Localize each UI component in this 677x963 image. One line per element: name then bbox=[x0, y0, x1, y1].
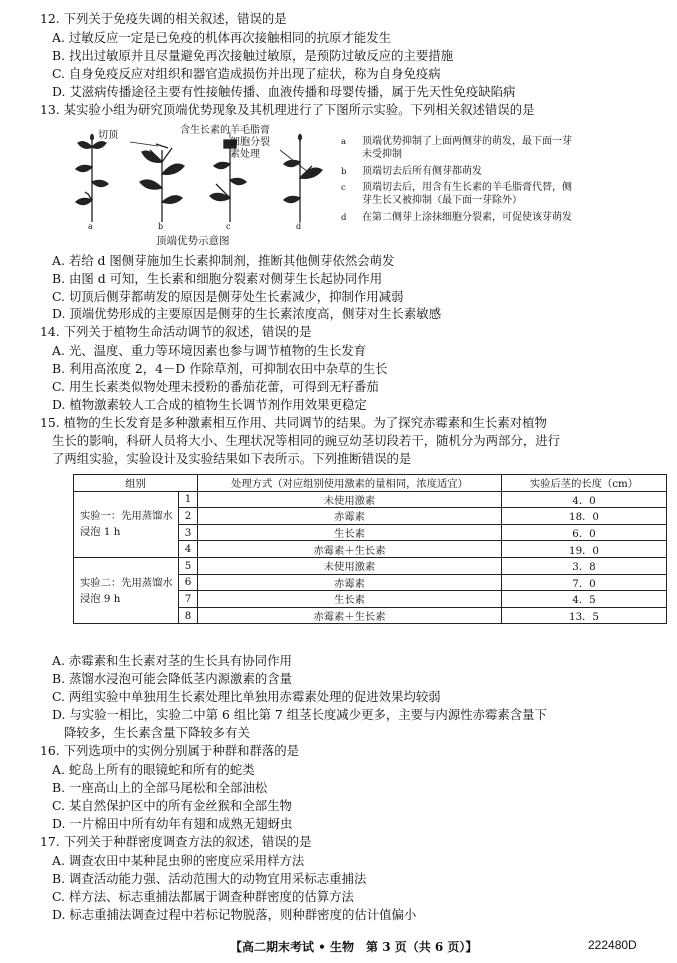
q15-option-c: C. 两组实验中单独用生长素处理比单独用赤霉素处理的促进效果均较弱 bbox=[52, 689, 441, 704]
q17-option-c: C. 样方法、标志重捕法都属于调查种群密度的估算方法 bbox=[52, 889, 354, 904]
row-length: 6．0 bbox=[502, 524, 667, 541]
row-number: 6 bbox=[179, 574, 198, 591]
exam-code: 222480D bbox=[588, 938, 637, 952]
row-treatment: 未使用激素 bbox=[198, 491, 502, 508]
q13-option-a: A. 若给 d 图侧芽施加生长素抑制剂，推断其他侧芽依然会萌发 bbox=[52, 253, 395, 268]
q15-stem-line1: 15. 植物的生长发育是多种激素相互作用、共同调节的结果。为了探究赤霉素和生长素对植物 bbox=[40, 415, 547, 430]
q14-option-d: D. 植物激素较人工合成的植物生长调节剂作用效果更稳定 bbox=[52, 397, 367, 412]
header-length: 实验后茎的长度（cm） bbox=[502, 475, 667, 492]
note-b-letter: b bbox=[341, 167, 347, 177]
row-length: 3．8 bbox=[502, 557, 667, 574]
row-length: 18．0 bbox=[502, 508, 667, 525]
panel-c-label: c bbox=[226, 222, 231, 231]
q15-option-d-line1: D. 与实验一相比，实验二中第 6 组比第 7 组茎长度减少更多，主要与内源性赤霉素含量下 bbox=[52, 707, 547, 722]
experiment-table bbox=[73, 474, 667, 624]
table-header-row bbox=[74, 475, 667, 492]
panel-a-label: a bbox=[88, 222, 93, 231]
page-footer: 【高二期末考试 • 生物 第 3 页（共 6 页）】 bbox=[230, 940, 478, 954]
row-treatment: 赤霉素＋生长素 bbox=[198, 607, 502, 624]
row-number: 7 bbox=[179, 591, 198, 608]
row-number: 1 bbox=[179, 491, 198, 508]
row-treatment: 未使用激素 bbox=[198, 557, 502, 574]
q15-option-b: B. 蒸馏水浸泡可能会降低茎内源激素的含量 bbox=[52, 671, 293, 686]
row-length: 19．0 bbox=[502, 541, 667, 558]
row-number: 5 bbox=[179, 557, 198, 574]
q17-option-d: D. 标志重捕法调查过程中若标记物脱落，则种群密度的估计值偏小 bbox=[52, 907, 417, 922]
row-number: 4 bbox=[179, 541, 198, 558]
row-treatment: 生长素 bbox=[198, 591, 502, 608]
q14-option-b: B. 利用高浓度 2，4－D 作除草剂，可抑制农田中杂草的生长 bbox=[52, 361, 388, 376]
row-length: 4．5 bbox=[502, 591, 667, 608]
row-treatment: 赤霉素 bbox=[198, 508, 502, 525]
q13-option-c: C. 切顶后侧芽都萌发的原因是侧芽处生长素减少，抑制作用减弱 bbox=[52, 289, 404, 304]
q16-option-a: A. 蛇岛上所有的眼镜蛇和所有的蛇类 bbox=[52, 762, 255, 777]
q12-option-b: B. 找出过敏原并且尽量避免再次接触过敏原，是预防过敏反应的主要措施 bbox=[52, 48, 454, 63]
row-length: 4．0 bbox=[502, 491, 667, 508]
row-length: 13．5 bbox=[502, 607, 667, 624]
q17-option-a: A. 调查农田中某种昆虫卵的密度应采用样方法 bbox=[52, 853, 305, 868]
row-number: 3 bbox=[179, 524, 198, 541]
note-b-text: 顶端切去后所有侧芽都萌发 bbox=[362, 166, 482, 177]
note-a-letter: a bbox=[341, 137, 347, 147]
table-row bbox=[74, 491, 667, 508]
row-number: 8 bbox=[179, 607, 198, 624]
q15-option-a: A. 赤霉素和生长素对茎的生长具有协同作用 bbox=[52, 653, 292, 668]
panel-b-label: b bbox=[158, 222, 164, 231]
row-treatment: 生长素 bbox=[198, 524, 502, 541]
table-row bbox=[74, 557, 667, 574]
q12-option-a: A. 过敏反应一定是已免疫的机体再次接触相同的抗原才能发生 bbox=[52, 30, 391, 45]
q17-stem: 17. 下列关于种群密度调查方法的叙述，错误的是 bbox=[40, 834, 312, 849]
q17-option-b: B. 调查活动能力强、活动范围大的动物宜用采标志重捕法 bbox=[52, 871, 367, 886]
note-c-text: 顶端切去后，用含有生长素的羊毛脂膏代替，侧 芽生长又被抑制（最下面一芽除外） bbox=[362, 182, 572, 206]
q13-option-d: D. 顶端优势形成的主要原因是侧芽的生长素浓度高，侧芽对生长素敏感 bbox=[52, 306, 442, 321]
q15-option-d-line2: 降较多，生长素含量下降较多有关 bbox=[64, 725, 250, 740]
note-a-text: 顶端优势抑制了上面两侧芽的萌发，最下面一芽 未受抑制 bbox=[362, 136, 572, 160]
q15-stem-line2: 生长的影响，科研人员将大小、生理状况等相同的豌豆幼茎切段若干，随机分为两部分，进行 bbox=[52, 433, 561, 448]
q14-option-c: C. 用生长素类似物处理未授粉的番茄花蕾，可得到无籽番茄 bbox=[52, 379, 379, 394]
q16-stem: 16. 下列选项中的实例分别属于种群和群落的是 bbox=[40, 743, 300, 758]
q14-stem: 14. 下列关于植物生命活动调节的叙述，错误的是 bbox=[40, 324, 312, 339]
group-1-name: 实验一：先用蒸馏水浸泡 1 h bbox=[74, 491, 179, 557]
note-d-letter: d bbox=[341, 213, 347, 223]
group-2-name: 实验二：先用蒸馏水浸泡 9 h bbox=[74, 557, 179, 623]
row-number: 2 bbox=[179, 508, 198, 525]
cut-top-label: 切顶 bbox=[98, 130, 118, 141]
q16-option-c: C. 某自然保护区中的所有金丝猴和全部生物 bbox=[52, 798, 292, 813]
header-treatment: 处理方式（对应组别使用激素的量相同，浓度适宜） bbox=[198, 475, 502, 492]
row-treatment: 赤霉素 bbox=[198, 574, 502, 591]
note-d-text: 在第二侧芽上涂抹细胞分裂素，可促使该芽萌发 bbox=[362, 212, 572, 223]
header-group: 组别 bbox=[74, 475, 198, 492]
q16-option-d: D. 一片棉田中所有幼年有翅和成熟无翅蚜虫 bbox=[52, 816, 293, 831]
q16-option-b: B. 一座高山上的全部马尾松和全部油松 bbox=[52, 780, 268, 795]
cytokinin-label: 细胞分裂 素处理 bbox=[230, 137, 270, 160]
panel-d-label: d bbox=[296, 222, 302, 231]
q12-stem: 12. 下列关于免疫失调的相关叙述，错误的是 bbox=[40, 11, 287, 26]
row-length: 7．0 bbox=[502, 574, 667, 591]
q13-stem: 13. 某实验小组为研究顶端优势现象及其机理进行了下图所示实验。下列相关叙述错误的是 bbox=[40, 102, 535, 117]
q12-option-d: D. 艾滋病传播途径主要有性接触传播、血液传播和母婴传播，属于先天性免疫缺陷病 bbox=[52, 84, 516, 99]
q14-option-a: A. 光、温度、重力等环境因素也参与调节植物的生长发育 bbox=[52, 343, 367, 358]
q12-option-c: C. 自身免疫反应对组织和器官造成损伤并出现了症状，称为自身免疫病 bbox=[52, 66, 441, 81]
q13-option-b: B. 由图 d 可知，生长素和细胞分裂素对侧芽生长起协同作用 bbox=[52, 271, 383, 286]
q15-stem-line3: 了两组实验，实验设计及实验结果如下表所示。下列推断错误的是 bbox=[52, 451, 412, 466]
row-treatment: 赤霉素＋生长素 bbox=[198, 541, 502, 558]
note-c-letter: c bbox=[341, 183, 346, 193]
figure-caption: 顶端优势示意图 bbox=[156, 235, 230, 247]
lanolin-label: 含生长素的羊毛脂膏 bbox=[180, 125, 270, 136]
